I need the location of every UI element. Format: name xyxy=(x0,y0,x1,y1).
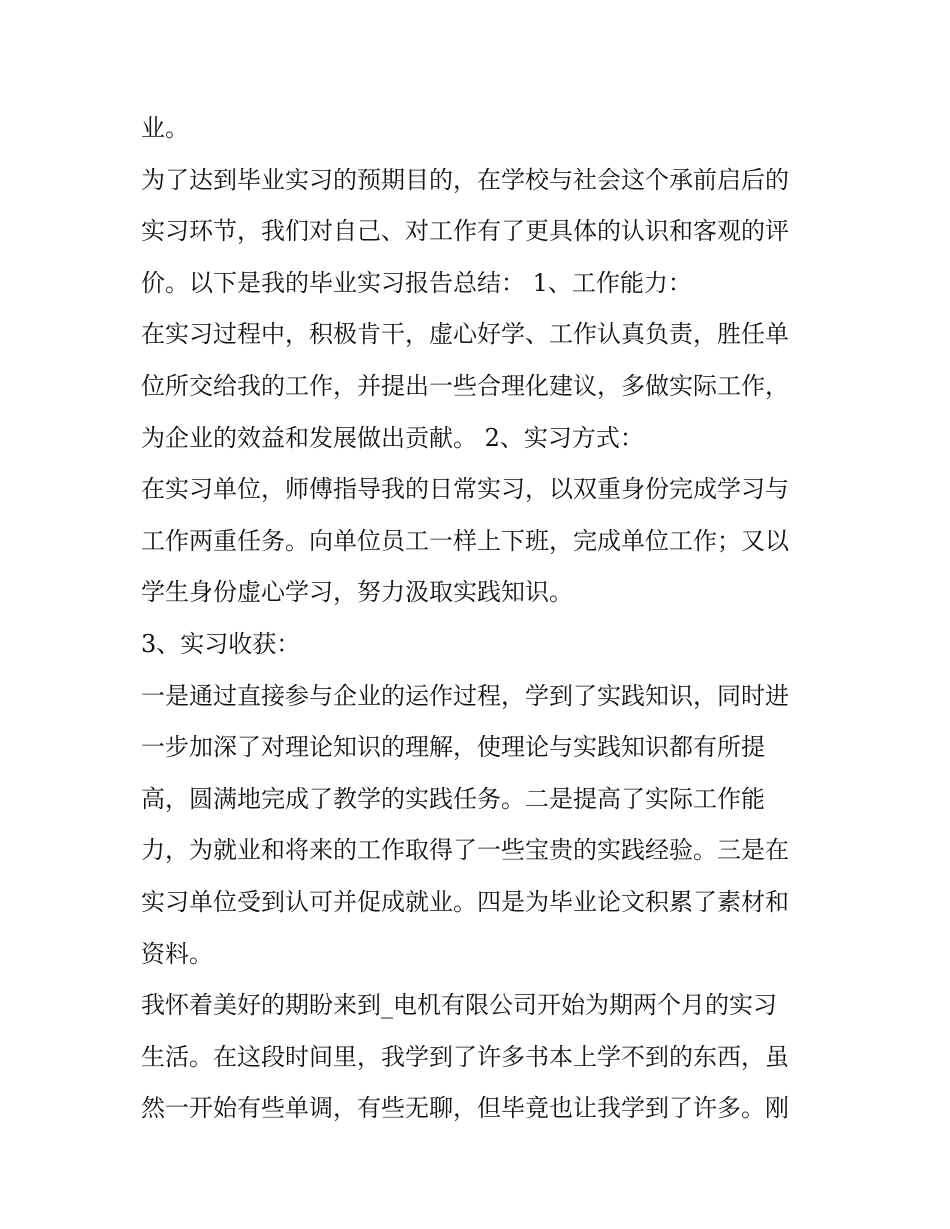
text-line: 工作两重任务。向单位员工一样上下班，完成单位工作；又以 xyxy=(141,526,789,555)
text-line: 然一开始有些单调，有些无聊，但毕竟也让我学到了许多。刚 xyxy=(141,1094,789,1123)
text-line: 实习环节，我们对自己、对工作有了更具体的认识和客观的评 xyxy=(141,217,789,246)
text-line: 位所交给我的工作，并提出一些合理化建议，多做实际工作， xyxy=(141,371,789,400)
text-line: 价。以下是我的毕业实习报告总结： 1、工作能力： xyxy=(141,268,692,297)
text-line: 学生身份虚心学习，努力汲取实践知识。 xyxy=(141,578,573,607)
text-line: 资料。 xyxy=(141,939,213,968)
text-line: 力，为就业和将来的工作取得了一些宝贵的实践经验。三是在 xyxy=(141,836,789,865)
text-line: 我怀着美好的期盼来到_电机有限公司开始为期两个月的实习 xyxy=(141,991,777,1020)
text-line: 在实习过程中，积极肯干，虚心好学、工作认真负责，胜任单 xyxy=(141,320,789,349)
text-line: 在实习单位，师傅指导我的日常实习，以双重身份完成学习与 xyxy=(141,475,789,504)
text-line: 为企业的效益和发展做出贡献。 2、实习方式： xyxy=(141,423,644,452)
text-line: 为了达到毕业实习的预期目的，在学校与社会这个承前启后的 xyxy=(141,165,789,194)
text-line: 实习单位受到认可并促成就业。四是为毕业论文积累了素材和 xyxy=(141,887,789,916)
document-body xyxy=(141,103,821,1135)
section-heading: 3、实习收获： xyxy=(141,629,301,658)
text-line: 一步加深了对理论知识的理解，使理论与实践知识都有所提 xyxy=(141,733,765,762)
text-line: 一是通过直接参与企业的运作过程，学到了实践知识，同时进 xyxy=(141,681,789,710)
text-line: 业。 xyxy=(141,114,189,142)
text-line: 生活。在这段时间里，我学到了许多书本上学不到的东西，虽 xyxy=(141,1042,789,1071)
text-line: 高，圆满地完成了教学的实践任务。二是提高了实际工作能 xyxy=(141,784,765,813)
